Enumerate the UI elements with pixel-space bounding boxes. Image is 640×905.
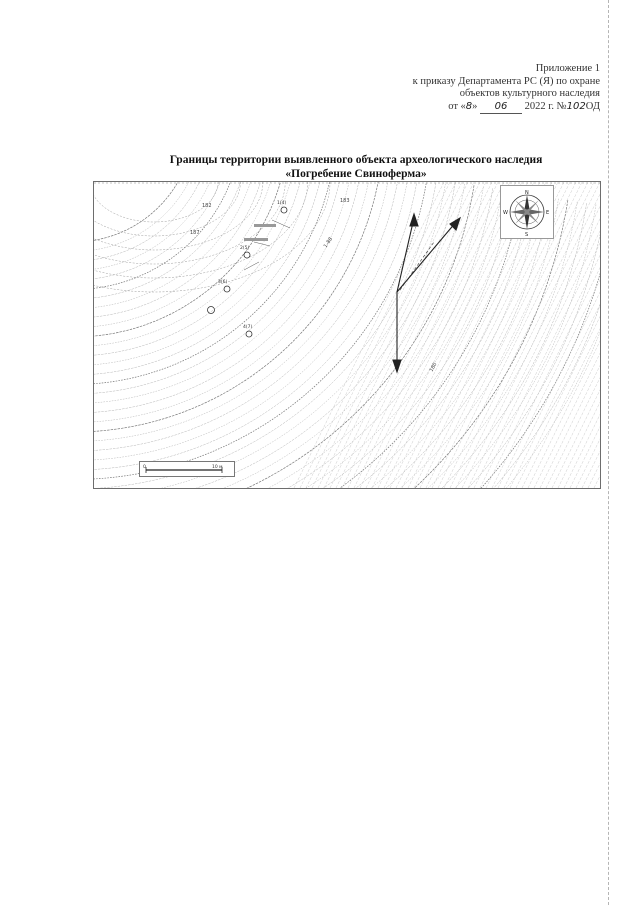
contour-label: 183 [340,198,350,204]
contour-line [94,202,577,488]
order-number-handwritten: 102 [566,100,586,112]
hatch-line [588,182,600,488]
contour-line [94,182,221,271]
contour-label: 1-88 [322,236,335,250]
contour-line [94,182,380,432]
contour-line [94,208,600,488]
contour-line [94,206,600,488]
date-month-handwritten: 06 [480,101,522,115]
hatch-line [354,182,504,488]
contour-line [94,182,263,250]
contour-line [94,196,540,488]
contour-line [94,182,324,375]
hatch-line [360,182,510,488]
document-title [0,154,640,181]
point-marker [218,279,230,292]
point-marker [240,245,250,258]
scale-end-label: 10 м [212,465,223,470]
boundary-arrows [393,214,460,372]
order-number-suffix: ОД [585,100,600,112]
point-label: 1(4) [277,201,287,206]
contour-line [94,182,218,222]
contour-label: 187 [190,230,200,236]
date-day-handwritten: 8 [465,100,473,112]
point-marker [208,307,215,314]
contour-line [94,182,408,460]
hatch-line [330,182,480,488]
contour-line [94,182,286,337]
contour-line [94,182,193,242]
map-figure [93,181,601,489]
hatch-line [312,182,462,488]
contour-line [94,194,530,488]
annex-line-2: к приказу Департамента РС (Я) по охране [412,75,600,87]
contour-line [94,182,285,264]
annex-line-3: объектов культурного наследия [459,88,600,99]
hatch-line [294,182,444,488]
hatch-line [552,182,600,488]
annex-block [340,63,600,114]
hatch-line [342,182,492,488]
point-marker [243,324,252,337]
compass-rose [500,185,554,239]
compass-east-label: E [546,210,550,216]
compass-north-label: N [525,190,529,196]
hatch-line [300,182,450,488]
contour-line [94,182,211,261]
point-label: 2(5) [240,246,250,251]
page-edge-line [608,0,609,905]
contour-line [94,182,333,384]
boundary-hatching [294,182,600,488]
annotation-dots [244,224,276,241]
hatch-line [576,182,600,488]
point-label: 4(7) [243,325,253,330]
contour-label: 182 [202,203,212,209]
contour-line [94,182,230,280]
annex-date-line [340,101,600,115]
title-line-1: Границы территории выявленного объекта археологического наследия [169,154,543,166]
point-label: 3(6) [218,280,228,285]
scale-start-label: 0 [143,465,146,470]
contour-line [94,182,352,404]
contour-line [94,185,474,488]
date-mid: » [472,100,478,112]
hatch-line [366,182,516,488]
title-line-2: «Погребение Свиноферма» [285,167,427,180]
contour-line [94,182,371,422]
hatch-line [348,182,498,488]
contour-label: 180 [428,361,439,373]
contour-line [94,182,305,356]
hatch-line [582,182,600,488]
contour-line [94,188,493,488]
compass-south-label: S [525,232,529,238]
date-prefix: от « [448,100,466,112]
contour-line [94,203,587,488]
date-year: 2022 г. № [524,100,567,112]
annotation-leaders [244,220,290,270]
contour-line [94,187,483,488]
contour-line [94,182,343,394]
contour-line [94,182,446,488]
annex-line-1: Приложение 1 [535,63,600,74]
hatch-line [306,182,456,488]
scale-bar [139,461,235,477]
hatch-line [336,182,486,488]
compass-west-label: W [503,210,508,216]
contour-line [94,182,240,236]
hatch-line [558,182,600,488]
